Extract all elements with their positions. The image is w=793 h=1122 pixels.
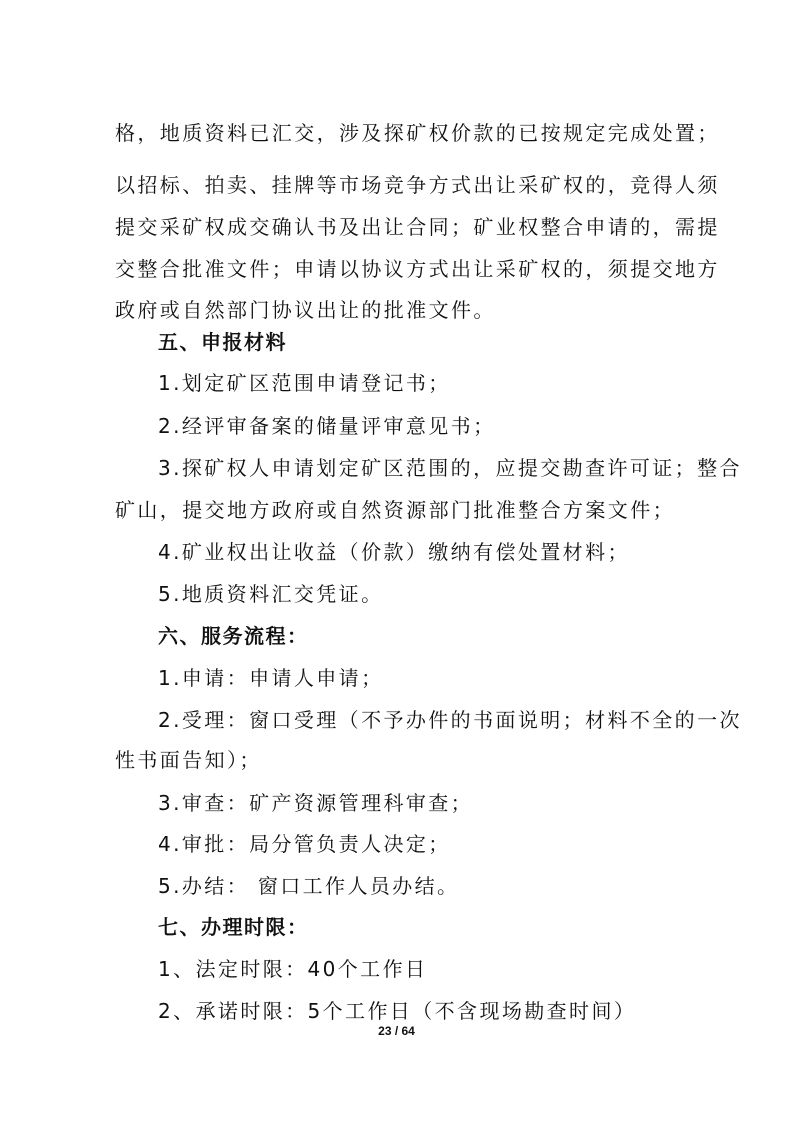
section-heading-7: 七、办理时限： xyxy=(158,915,309,939)
list-item: 2、承诺时限：5个工作日（不含现场勘查时间） xyxy=(158,999,637,1023)
paragraph-line: 交整合批准文件；申请以协议方式出让采矿权的，须提交地方 xyxy=(115,257,720,281)
paragraph-line: 格，地质资料已汇交，涉及探矿权价款的已按规定完成处置； xyxy=(115,121,720,145)
list-item-continuation: 矿山，提交地方政府或自然资源部门批准整合方案文件； xyxy=(115,498,675,522)
section-heading-6: 六、服务流程： xyxy=(158,624,309,648)
list-item: 1.划定矿区范围申请登记书； xyxy=(158,371,451,395)
page-number: 23 / 64 xyxy=(378,1024,415,1038)
list-item: 4.矿业权出让收益（价款）缴纳有偿处置材料； xyxy=(158,540,630,564)
paragraph-line: 政府或自然部门协议出让的批准文件。 xyxy=(115,298,496,322)
list-item: 3.审查：矿产资源管理科审查； xyxy=(158,791,474,815)
paragraph-line: 提交采矿权成交确认书及出让合同；矿业权整合申请的，需提 xyxy=(115,215,720,239)
list-item: 2.经评审备案的储量评审意见书； xyxy=(158,414,496,438)
list-item: 5.地质资料汇交凭证。 xyxy=(158,582,384,606)
list-item: 2.受理：窗口受理（不予办件的书面说明；材料不全的一次 xyxy=(158,708,742,732)
list-item: 1.申请：申请人申请； xyxy=(158,666,384,690)
list-item: 4.审批：局分管负责人决定； xyxy=(158,832,451,856)
paragraph-line: 以招标、拍卖、挂牌等市场竞争方式出让采矿权的，竞得人须 xyxy=(115,173,720,197)
list-item: 1、法定时限：40个工作日 xyxy=(158,957,428,981)
section-heading-5: 五、申报材料 xyxy=(158,330,287,354)
list-item: 3.探矿权人申请划定矿区范围的，应提交勘查许可证；整合 xyxy=(158,456,742,480)
list-item-continuation: 性书面告知）； xyxy=(115,748,262,772)
list-item: 5.办结： 窗口工作人员办结。 xyxy=(158,874,460,898)
